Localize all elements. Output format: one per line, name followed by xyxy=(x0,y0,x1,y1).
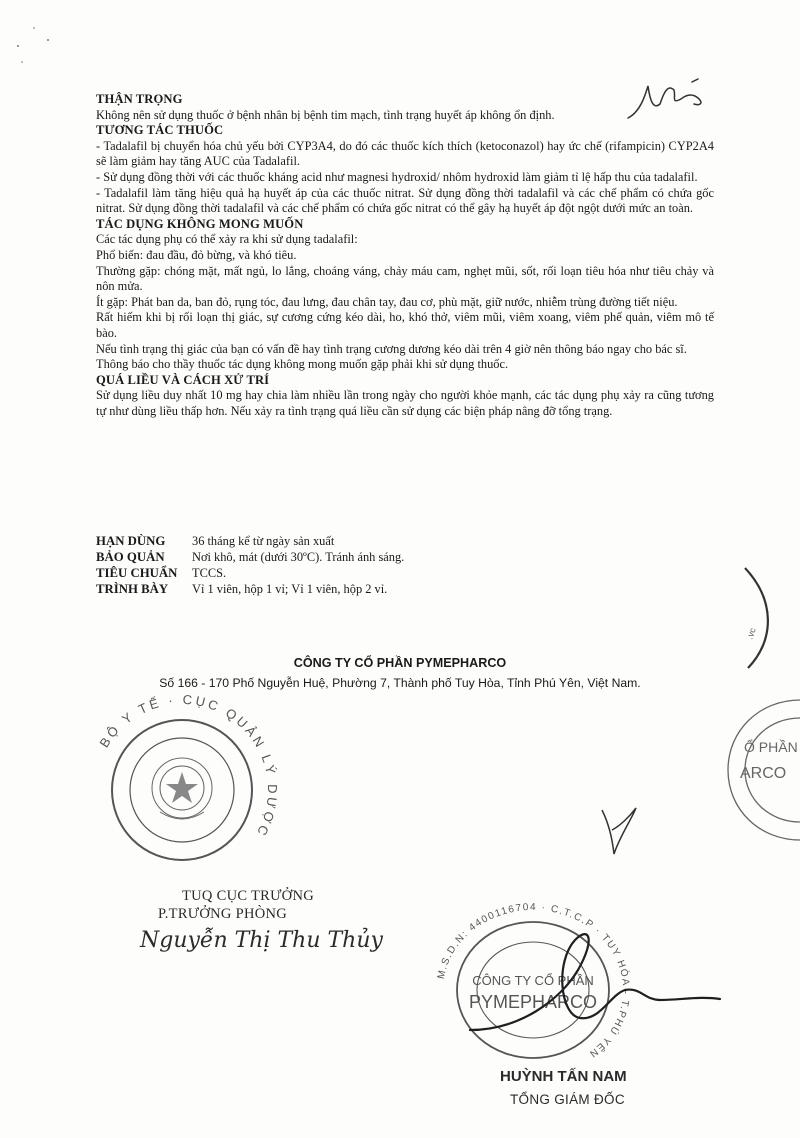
paragraph: Rất hiếm khi bị rối loạn thị giác, sự cương cứng kéo dài, ho, khó thở, viêm mũi, viêm xoang, viêm phế quản, viêm mô tế bào. xyxy=(96,310,714,340)
paragraph: Ít gặp: Phát ban da, ban đỏ, rụng tóc, đau lưng, đau chân tay, đau cơ, phù mặt, giữ nước, nhiễm trùng đường tiết niệu. xyxy=(96,294,678,309)
info-key: TRÌNH BÀY xyxy=(96,582,169,596)
ministry-seal-icon xyxy=(96,692,280,860)
company-seal-icon xyxy=(436,902,632,1060)
initials-signature-icon xyxy=(628,79,701,118)
official-title-2: P.TRƯỞNG PHÒNG xyxy=(158,906,288,922)
company-seal-center-2: PYMEPHARCO xyxy=(468,992,598,1012)
paragraph: Thông báo cho thầy thuốc tác dụng không mong muốn gặp phải khi sử dụng thuốc. xyxy=(96,357,509,372)
official-title-1: TUQ CỤC TRƯỞNG xyxy=(182,888,314,904)
heading-tuong-tac: TƯƠNG TÁC THUỐC xyxy=(96,123,224,138)
paragraph: - Tadalafil làm tăng hiệu quả hạ huyết áp của các thuốc nitrat. Sử dụng đồng thời tadalafil và các chế phẩm có chứa gốc nitrat. Sử dụng đồng thời tadalafil và các chế phẩm có chứa gốc nitrat có thể gây hạ huyết áp đột ngột dưới mức an toàn. xyxy=(96,185,714,216)
crease-mark-icon xyxy=(745,568,768,668)
info-value: TCCS. xyxy=(192,566,227,580)
paragraph: Các tác dụng phụ có thể xảy ra khi sử dụng tadalafil: xyxy=(96,232,358,247)
paragraph: Không nên sử dụng thuốc ở bệnh nhân bị bệnh tim mạch, tình trạng huyết áp không ổn định. xyxy=(96,107,555,122)
check-signature-icon xyxy=(602,808,636,854)
paragraph: Phổ biến: đau đầu, đỏ bừng, và khó tiêu. xyxy=(96,247,297,262)
info-key: TIÊU CHUẨN xyxy=(96,566,178,580)
director-title: TỔNG GIÁM ĐỐC xyxy=(510,1092,625,1107)
partial-seal-text: ARCO xyxy=(740,765,787,782)
company-name: CÔNG TY CỔ PHẦN PYMEPHARCO xyxy=(293,656,507,670)
svg-text:.vc: .vc xyxy=(744,626,758,641)
paragraph: - Sử dụng đồng thời với các thuốc kháng acid như magnesi hydroxid/ nhôm hydroxid làm giảm tỉ lệ hấp thu của tadalafil. xyxy=(96,169,698,184)
heading-tac-dung: TÁC DỤNG KHÔNG MONG MUỐN xyxy=(96,216,304,231)
paragraph: Thường gặp: chóng mặt, mất ngủ, lo lắng, choáng váng, chảy máu cam, nghẹt mũi, sốt, rối loạn tiêu hóa như tiêu chảy và nôn mửa. xyxy=(96,263,714,294)
heading-qua-lieu: QUÁ LIỀU VÀ CÁCH XỬ TRÍ xyxy=(96,372,270,387)
paragraph: - Tadalafil bị chuyển hóa chủ yếu bởi CYP3A4, do đó các thuốc kích thích (ketoconazol) hay ức chế (rifampicin) CYP2A4 sẽ làm giảm hay tăng AUC của Tadalafil. xyxy=(96,138,714,169)
heading-than-trong: THẬN TRỌNG xyxy=(96,92,183,106)
info-value: Nơi khô, mát (dưới 30ºC). Tránh ánh sáng. xyxy=(192,550,405,564)
info-value: 36 tháng kể từ ngày sản xuất xyxy=(192,534,335,548)
info-key: BẢO QUẢN xyxy=(96,550,165,564)
director-name: HUỲNH TẤN NAM xyxy=(500,1068,627,1085)
paragraph: Nếu tình trạng thị giác của bạn có vấn đề hay tình trạng cương dương kéo dài trên 4 giờ nên thông báo ngay cho bác sĩ. xyxy=(96,341,687,356)
info-value: Vỉ 1 viên, hộp 1 vỉ; Vỉ 1 viên, hộp 2 vỉ. xyxy=(192,582,388,596)
company-seal-center-1: CÔNG TY CỔ PHẦN xyxy=(472,973,594,988)
partial-seal-text: Ổ PHẦN xyxy=(744,739,798,755)
partial-company-seal-icon xyxy=(728,700,800,840)
official-signature-name: Nguyễn Thị Thu Thủy xyxy=(140,928,383,953)
info-key: HẠN DÙNG xyxy=(96,534,166,548)
paragraph: Sử dụng liều duy nhất 10 mg hay chia làm nhiều lần trong ngày cho người khỏe mạnh, các tác dụng phụ xảy ra cũng tương tự như dùng liều thấp hơn. Nếu xảy ra tình trạng quá liều cần sử dụng các biện pháp nâng đỡ tổng trạng. xyxy=(96,388,714,418)
national-emblem-icon xyxy=(152,758,212,819)
company-seal-ring-text: M.S.D.N: 4400116704 · C.T.C.P · TUY HÒA - T.PHÚ YÊN xyxy=(435,901,632,1060)
company-address: Số 166 - 170 Phố Nguyễn Huệ, Phường 7, Thành phố Tuy Hòa, Tỉnh Phú Yên, Việt Nam. xyxy=(159,676,641,690)
ministry-seal-ring-text: BỘ Y TẾ · CỤC QUẢN LÝ DƯỢC xyxy=(96,691,281,841)
scan-specks xyxy=(17,27,49,63)
